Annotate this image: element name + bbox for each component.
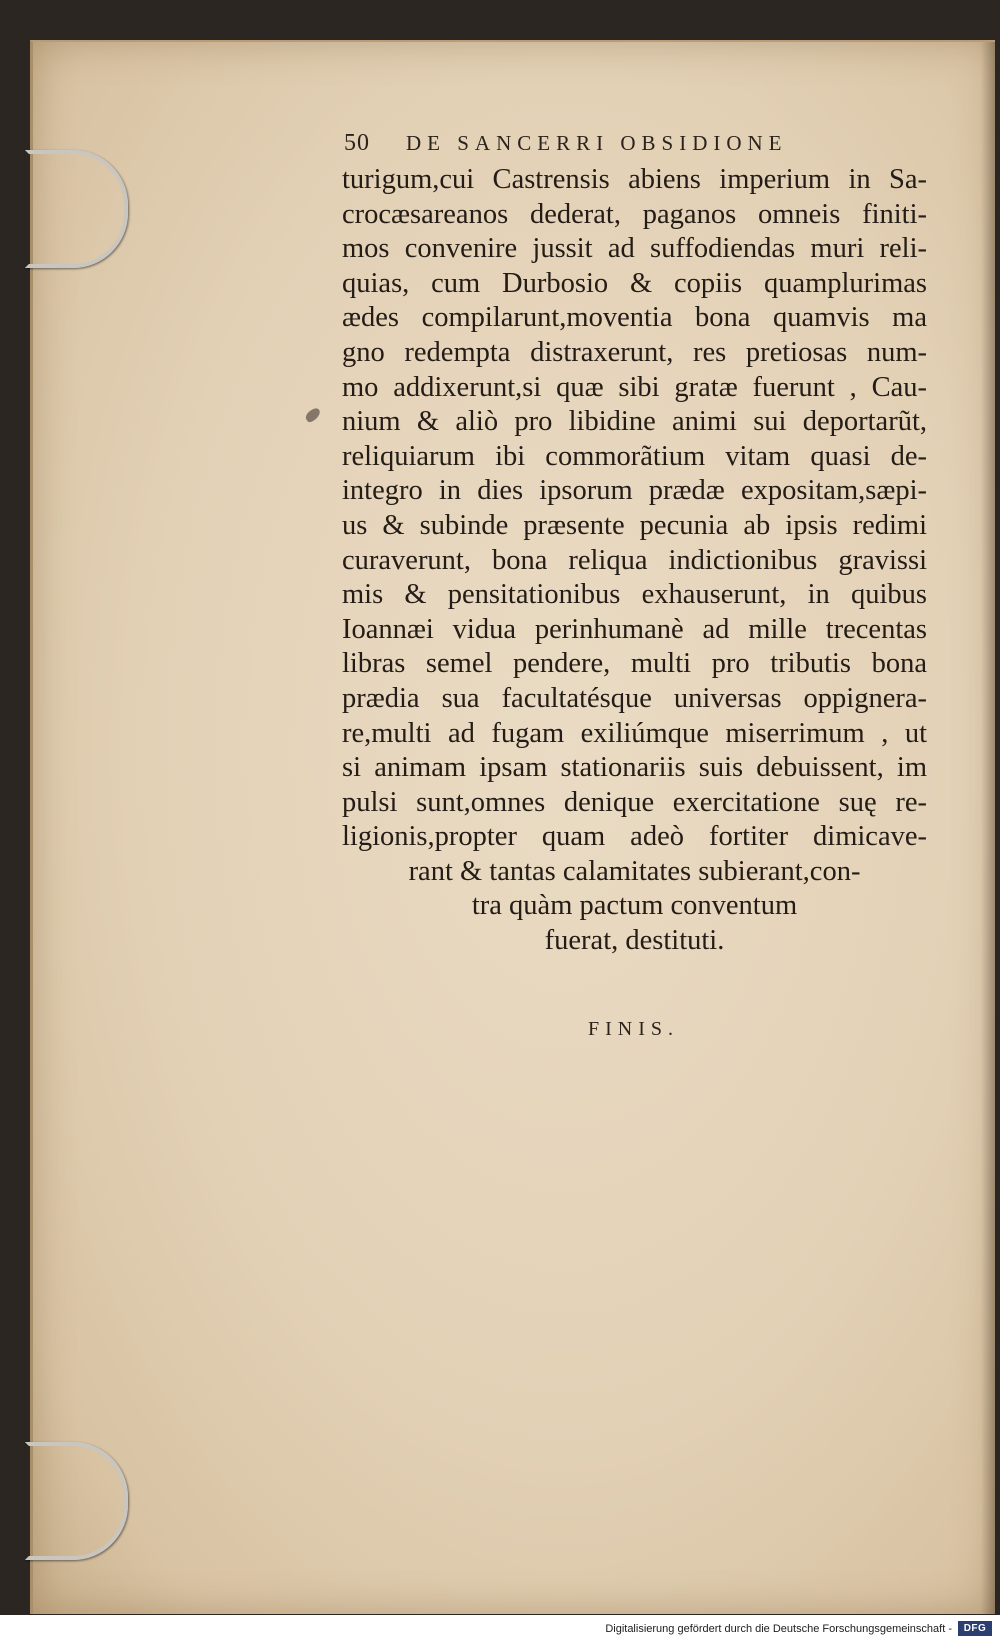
running-head xyxy=(344,130,914,157)
text-line: integro in dies ipsorum prædæ expositam,sæpi- xyxy=(342,475,927,507)
dfg-logo-icon: DFG xyxy=(958,1621,992,1636)
text-line: libras semel pendere, multi pro tributis bona xyxy=(342,648,927,680)
text-line: fuerat, destituti. xyxy=(544,925,725,957)
text-line: curaverunt, bona reliqua indictionibus gravissi xyxy=(342,544,927,576)
text-line: reliquiarum ibi commorãtium vitam quasi de- xyxy=(342,440,927,472)
finis-heading: FINIS. xyxy=(588,1018,680,1040)
text-line: crocæsareanos dederat, paganos omneis finiti- xyxy=(342,198,927,230)
text-line: turigum,cui Castrensis abiens imperium in Sa- xyxy=(342,164,927,195)
text-line: gno redempta distraxerunt, res pretiosas num- xyxy=(342,336,927,368)
text-line: rant & tantas calamitates subierant,con- xyxy=(408,855,861,887)
body-text xyxy=(342,163,927,959)
binding-clip-bottom xyxy=(25,1442,128,1560)
text-line: ligionis,propter quam adeò fortiter dimicave- xyxy=(342,821,927,853)
text-line: mo addixerunt,si quæ sibi gratæ fuerunt , Cau- xyxy=(342,371,927,403)
text-line: nium & aliò pro libidine animi sui deportarũt, xyxy=(342,406,927,438)
text-line: Ioannæi vidua perinhumanè ad mille trecentas xyxy=(342,613,927,645)
text-line: pulsi sunt,omnes denique exercitatione suę re- xyxy=(342,786,927,818)
text-line: us & subinde præsente pecunia ab ipsis redimi xyxy=(342,509,927,541)
text-line: mos convenire jussit ad suffodiendas muri reli- xyxy=(342,233,927,265)
text-line: si animam ipsam stationariis suis debuissent, im xyxy=(342,752,927,784)
footer-bar xyxy=(0,1615,1000,1645)
page-number: 50 xyxy=(344,130,370,156)
text-line: ædes compilarunt,moventia bona quamvis ma xyxy=(342,302,927,334)
text-line: prædia sua facultatésque universas oppignera- xyxy=(342,682,927,714)
text-line: quias, cum Durbosio & copiis quamplurimas xyxy=(342,267,927,299)
text-line: mis & pensitationibus exhauserunt, in quibus xyxy=(342,579,927,611)
text-line: tra quàm pactum conventum xyxy=(471,890,798,922)
funding-credit: Digitalisierung gefördert durch die Deutsche Forschungsgemeinschaft - xyxy=(605,1623,952,1635)
binding-clip-top xyxy=(25,150,128,268)
running-title: DE SANCERRI OBSIDIONE xyxy=(406,131,788,155)
text-line: re,multi ad fugam exiliúmque miserrimum , ut xyxy=(342,717,927,749)
